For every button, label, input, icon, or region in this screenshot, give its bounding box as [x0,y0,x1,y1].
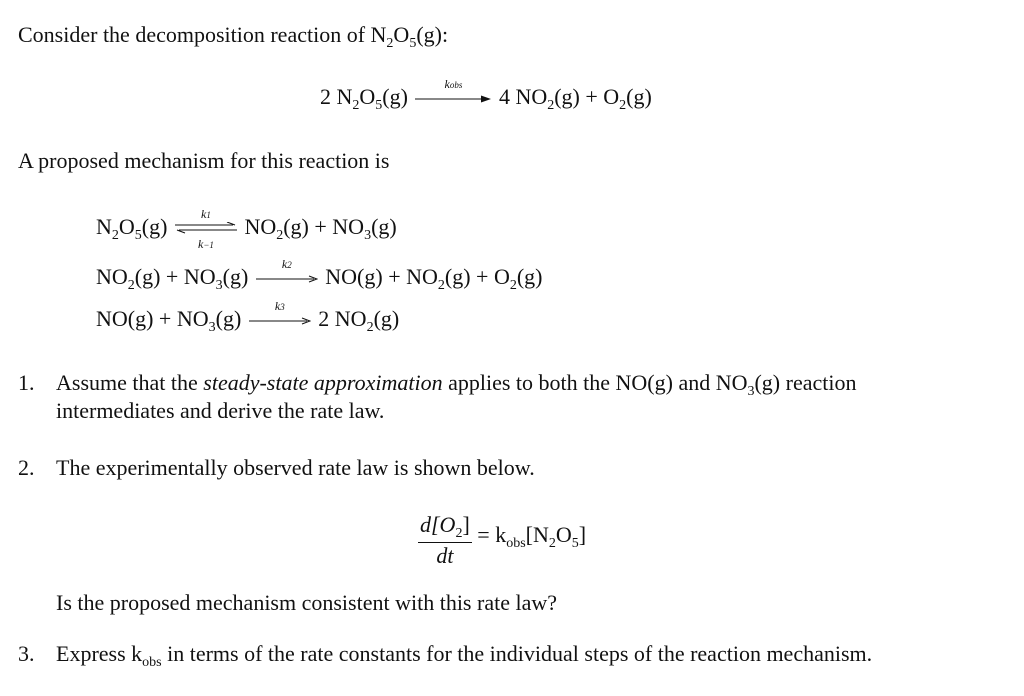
overall-reaction [320,76,652,114]
step1-n: N [96,214,112,239]
step3-r1g: (g) [373,306,400,331]
step2-r1g: (g) + O [444,264,510,289]
step3-l1s: 3 [208,320,216,335]
rate-law-numerator: $d[O_2]$ [420,512,470,541]
question-1-line-2: intermediates and derive the rate law. [56,398,385,423]
question-1-number: 1. [18,370,35,395]
step3-l1g: (g) [215,306,242,331]
step2-l1g: (g) + NO [134,264,216,289]
intro-sentence [18,22,448,52]
overall-left-sub2: 5 [375,98,383,113]
mechanism-intro: A proposed mechanism for this reaction is [18,148,390,173]
intro-sub-1: 2 [386,36,394,51]
q1-c: (g) reaction [754,370,857,395]
q1-a: Assume that the [56,370,204,395]
q1-sub: 3 [747,384,755,399]
right-arrow-icon [415,94,491,104]
intro-end: (g): [416,22,449,47]
step1-k-forward: k1 [201,206,211,221]
overall-right-1-sub: 2 [547,98,555,113]
step3-k: k3 [274,298,285,313]
overall-left-o: O [359,84,376,109]
right-arrow-icon [256,274,318,284]
step1-sub1: 2 [111,228,119,243]
step3-l1: NO(g) + NO [96,306,209,331]
overall-left-g: (g) [382,84,408,109]
intro-o: O [393,22,410,47]
overall-right-1-g: (g) + O [554,84,620,109]
step3-arrow [249,298,311,332]
step3-r1: 2 NO [318,306,367,331]
q3-b: in terms of the rate constants for the individual steps of the reaction mechanism. [161,641,873,666]
step2-l1s: 2 [127,278,135,293]
overall-left: 2 N [320,84,353,109]
step2-k: k2 [281,256,292,271]
rate-law-right: = $k_{obs}[N_2O_5]$ [477,521,587,551]
step1-sub2: 5 [134,228,142,243]
rate-law-equation [418,512,586,569]
step3-r1s: 2 [366,320,374,335]
overall-left-sub1: 2 [352,98,360,113]
question-3-number: 3. [18,641,35,666]
question-3-text [56,641,872,671]
step2-r2s: 2 [509,278,517,293]
step1-g: (g) [141,214,168,239]
step1-r2g: (g) [371,214,397,239]
equilibrium-arrows-icon [175,222,237,234]
step2-r1s: 2 [437,278,445,293]
overall-right-2-g: (g) [626,84,652,109]
intro-sub-2: 5 [409,36,417,51]
rate-law-fraction [418,512,472,569]
step1-o: O [118,214,135,239]
mechanism-step-1 [96,206,397,251]
step2-r2g: (g) [516,264,543,289]
right-arrow-icon [249,316,311,326]
overall-right-2-sub: 2 [619,98,627,113]
q3-sub: obs [142,655,162,670]
question-2-text: The experimentally observed rate law is shown below. [56,455,535,480]
q1-italic: steady-state approximation [203,370,443,395]
step2-l2g: (g) [222,264,249,289]
question-2-number: 2. [18,455,35,480]
q3-a: Express k [56,641,143,666]
question-2-followup: Is the proposed mechanism consistent with this rate law? [56,590,557,615]
overall-arrow-label: kobs [444,76,463,91]
step1-r1g: (g) + NO [283,214,365,239]
step2-l2s: 3 [215,278,223,293]
intro-text: Consider the decomposition reaction of N [18,22,387,47]
equilibrium-arrow [175,206,237,251]
overall-arrow [415,76,491,110]
q1-b: applies to both the NO(g) and NO [442,370,748,395]
step1-k-reverse: k−1 [197,236,214,251]
overall-right-1: 4 NO [498,84,548,109]
step1-r1: NO [244,214,277,239]
step1-r2s: 3 [364,228,372,243]
mechanism-step-2 [96,256,543,294]
step2-arrow [256,256,318,290]
step2-r1: NO(g) + NO [325,264,438,289]
mechanism-step-3 [96,298,400,336]
rate-law-denominator: dt [436,543,454,568]
step1-r1s: 2 [276,228,284,243]
question-1-line-1 [56,370,856,400]
step2-l1: NO [96,264,128,289]
